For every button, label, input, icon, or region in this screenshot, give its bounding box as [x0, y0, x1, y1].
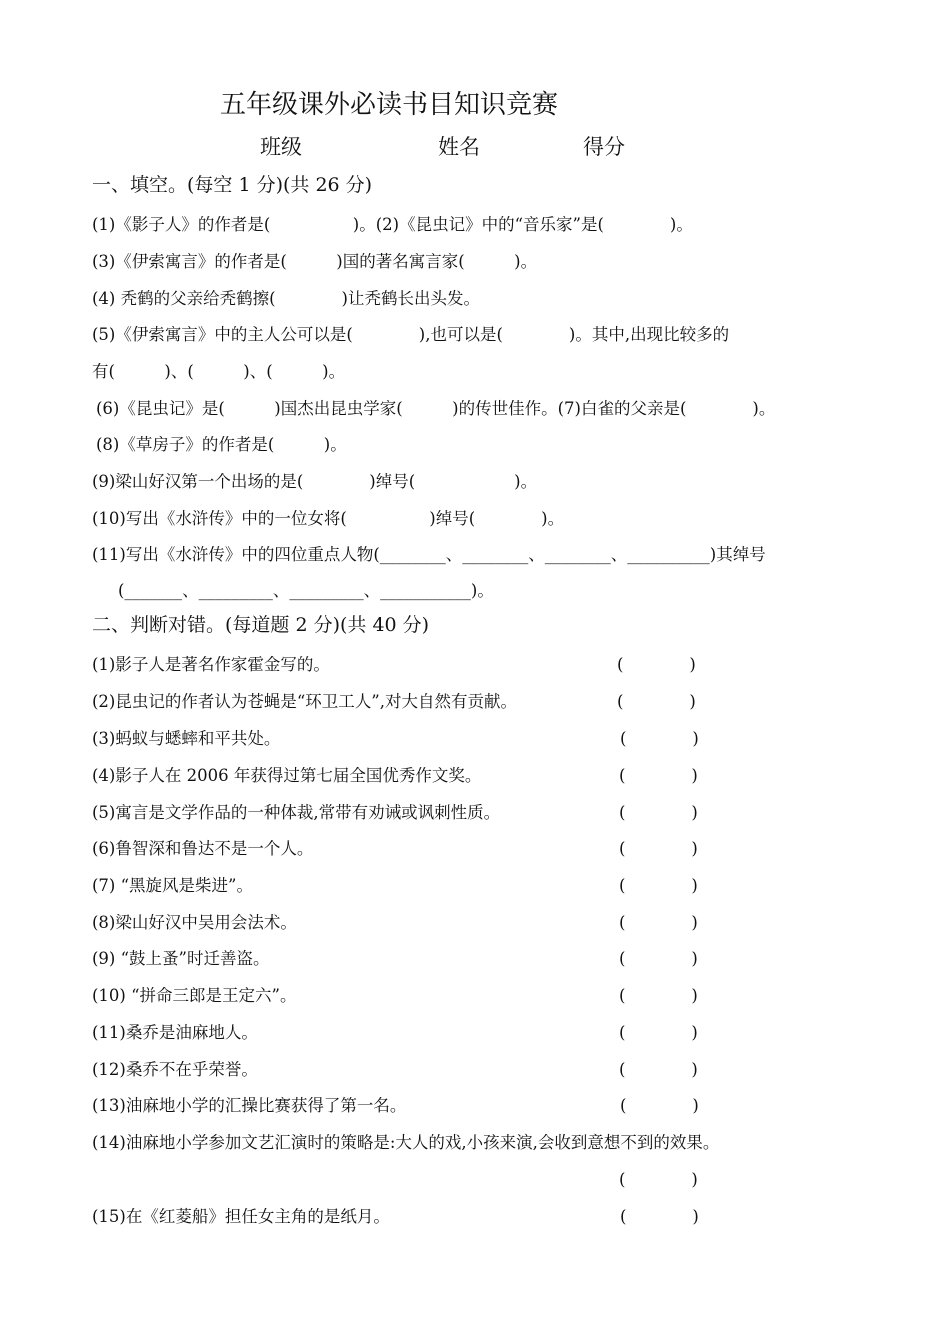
judge-item: (11)桑乔是油麻地人。: [92, 1023, 258, 1042]
answer-parens: ( ): [619, 1023, 698, 1042]
fill-line: (10)写出《水浒传》中的一位女将( )绰号( )。: [92, 509, 565, 528]
answer-parens: ( ): [620, 1207, 699, 1226]
answer-parens: ( ): [619, 1060, 698, 1079]
answer-parens: ( ): [619, 949, 698, 968]
fill-line: 有( )、( )、( )。: [92, 362, 346, 381]
answer-parens: ( ): [619, 876, 698, 895]
judge-item: (4)影子人在 2006 年获得过第七届全国优秀作文奖。: [92, 766, 482, 785]
answer-parens: ( ): [619, 913, 698, 932]
page-title: 五年级课外必读书目知识竞赛: [220, 90, 559, 120]
judge-item: (6)鲁智深和鲁达不是一个人。: [92, 839, 314, 858]
judge-item: (12)桑乔不在乎荣誉。: [92, 1060, 258, 1079]
judge-item: (13)油麻地小学的汇操比赛获得了第一名。: [92, 1096, 407, 1115]
judge-item: (8)梁山好汉中吴用会法术。: [92, 913, 297, 932]
judge-item: (3)蚂蚁与蟋蟀和平共处。: [92, 729, 281, 748]
fill-line: (8)《草房子》的作者是( )。: [96, 435, 347, 454]
judge-item: (14)油麻地小学参加文艺汇演时的策略是:大人的戏,小孩来演,会收到意想不到的效果。: [92, 1133, 720, 1152]
fill-line: (5)《伊索寓言》中的主人公可以是( ),也可以是( )。其中,出现比较多的: [92, 325, 730, 344]
answer-parens: ( ): [619, 1170, 698, 1189]
judge-item: (15)在《红菱船》担任女主角的是纸月。: [92, 1207, 390, 1226]
class-label: 班级: [260, 135, 302, 159]
answer-parens: ( ): [617, 655, 696, 674]
fill-line: (4) 秃鹤的父亲给秃鹤擦( )让秃鹤长出头发。: [92, 289, 480, 308]
answer-parens: ( ): [620, 729, 699, 748]
name-label: 姓名: [438, 135, 480, 159]
judge-item: (10) “拼命三郎是王定六”。: [92, 986, 297, 1005]
fill-line: (6)《昆虫记》是( )国杰出昆虫学家( )的传世佳作。(7)白雀的父亲是( )。: [96, 399, 776, 418]
fill-line: (3)《伊索寓言》的作者是( )国的著名寓言家( )。: [92, 252, 538, 271]
answer-parens: ( ): [619, 766, 698, 785]
judge-item: (9) “鼓上蚤”时迁善盗。: [92, 949, 270, 968]
answer-parens: ( ): [619, 986, 698, 1005]
judge-item: (7) “黑旋风是柴进”。: [92, 876, 253, 895]
score-label: 得分: [583, 135, 625, 159]
answer-parens: ( ): [619, 803, 698, 822]
fill-line: (1)《影子人》的作者是( )。(2)《昆虫记》中的“音乐家”是( )。: [92, 215, 693, 234]
answer-parens: ( ): [617, 692, 696, 711]
section1-heading: 一、填空。(每空 1 分)(共 26 分): [92, 174, 373, 196]
answer-parens: ( ): [620, 1096, 699, 1115]
judge-item: (1)影子人是著名作家霍金写的。: [92, 655, 330, 674]
fill-line: (9)梁山好汉第一个出场的是( )绰号( )。: [92, 472, 538, 491]
fill-line: (_______、_________、_________、___________)。: [118, 581, 494, 600]
answer-parens: ( ): [619, 839, 698, 858]
fill-line: (11)写出《水浒传》中的四位重点人物(________、________、________、__________)其绰号: [92, 545, 766, 564]
judge-item: (5)寓言是文学作品的一种体裁,常带有劝诫或讽刺性质。: [92, 803, 501, 822]
judge-item: (2)昆虫记的作者认为苍蝇是“环卫工人”,对大自然有贡献。: [92, 692, 517, 711]
section2-heading: 二、判断对错。(每道题 2 分)(共 40 分): [92, 614, 430, 636]
